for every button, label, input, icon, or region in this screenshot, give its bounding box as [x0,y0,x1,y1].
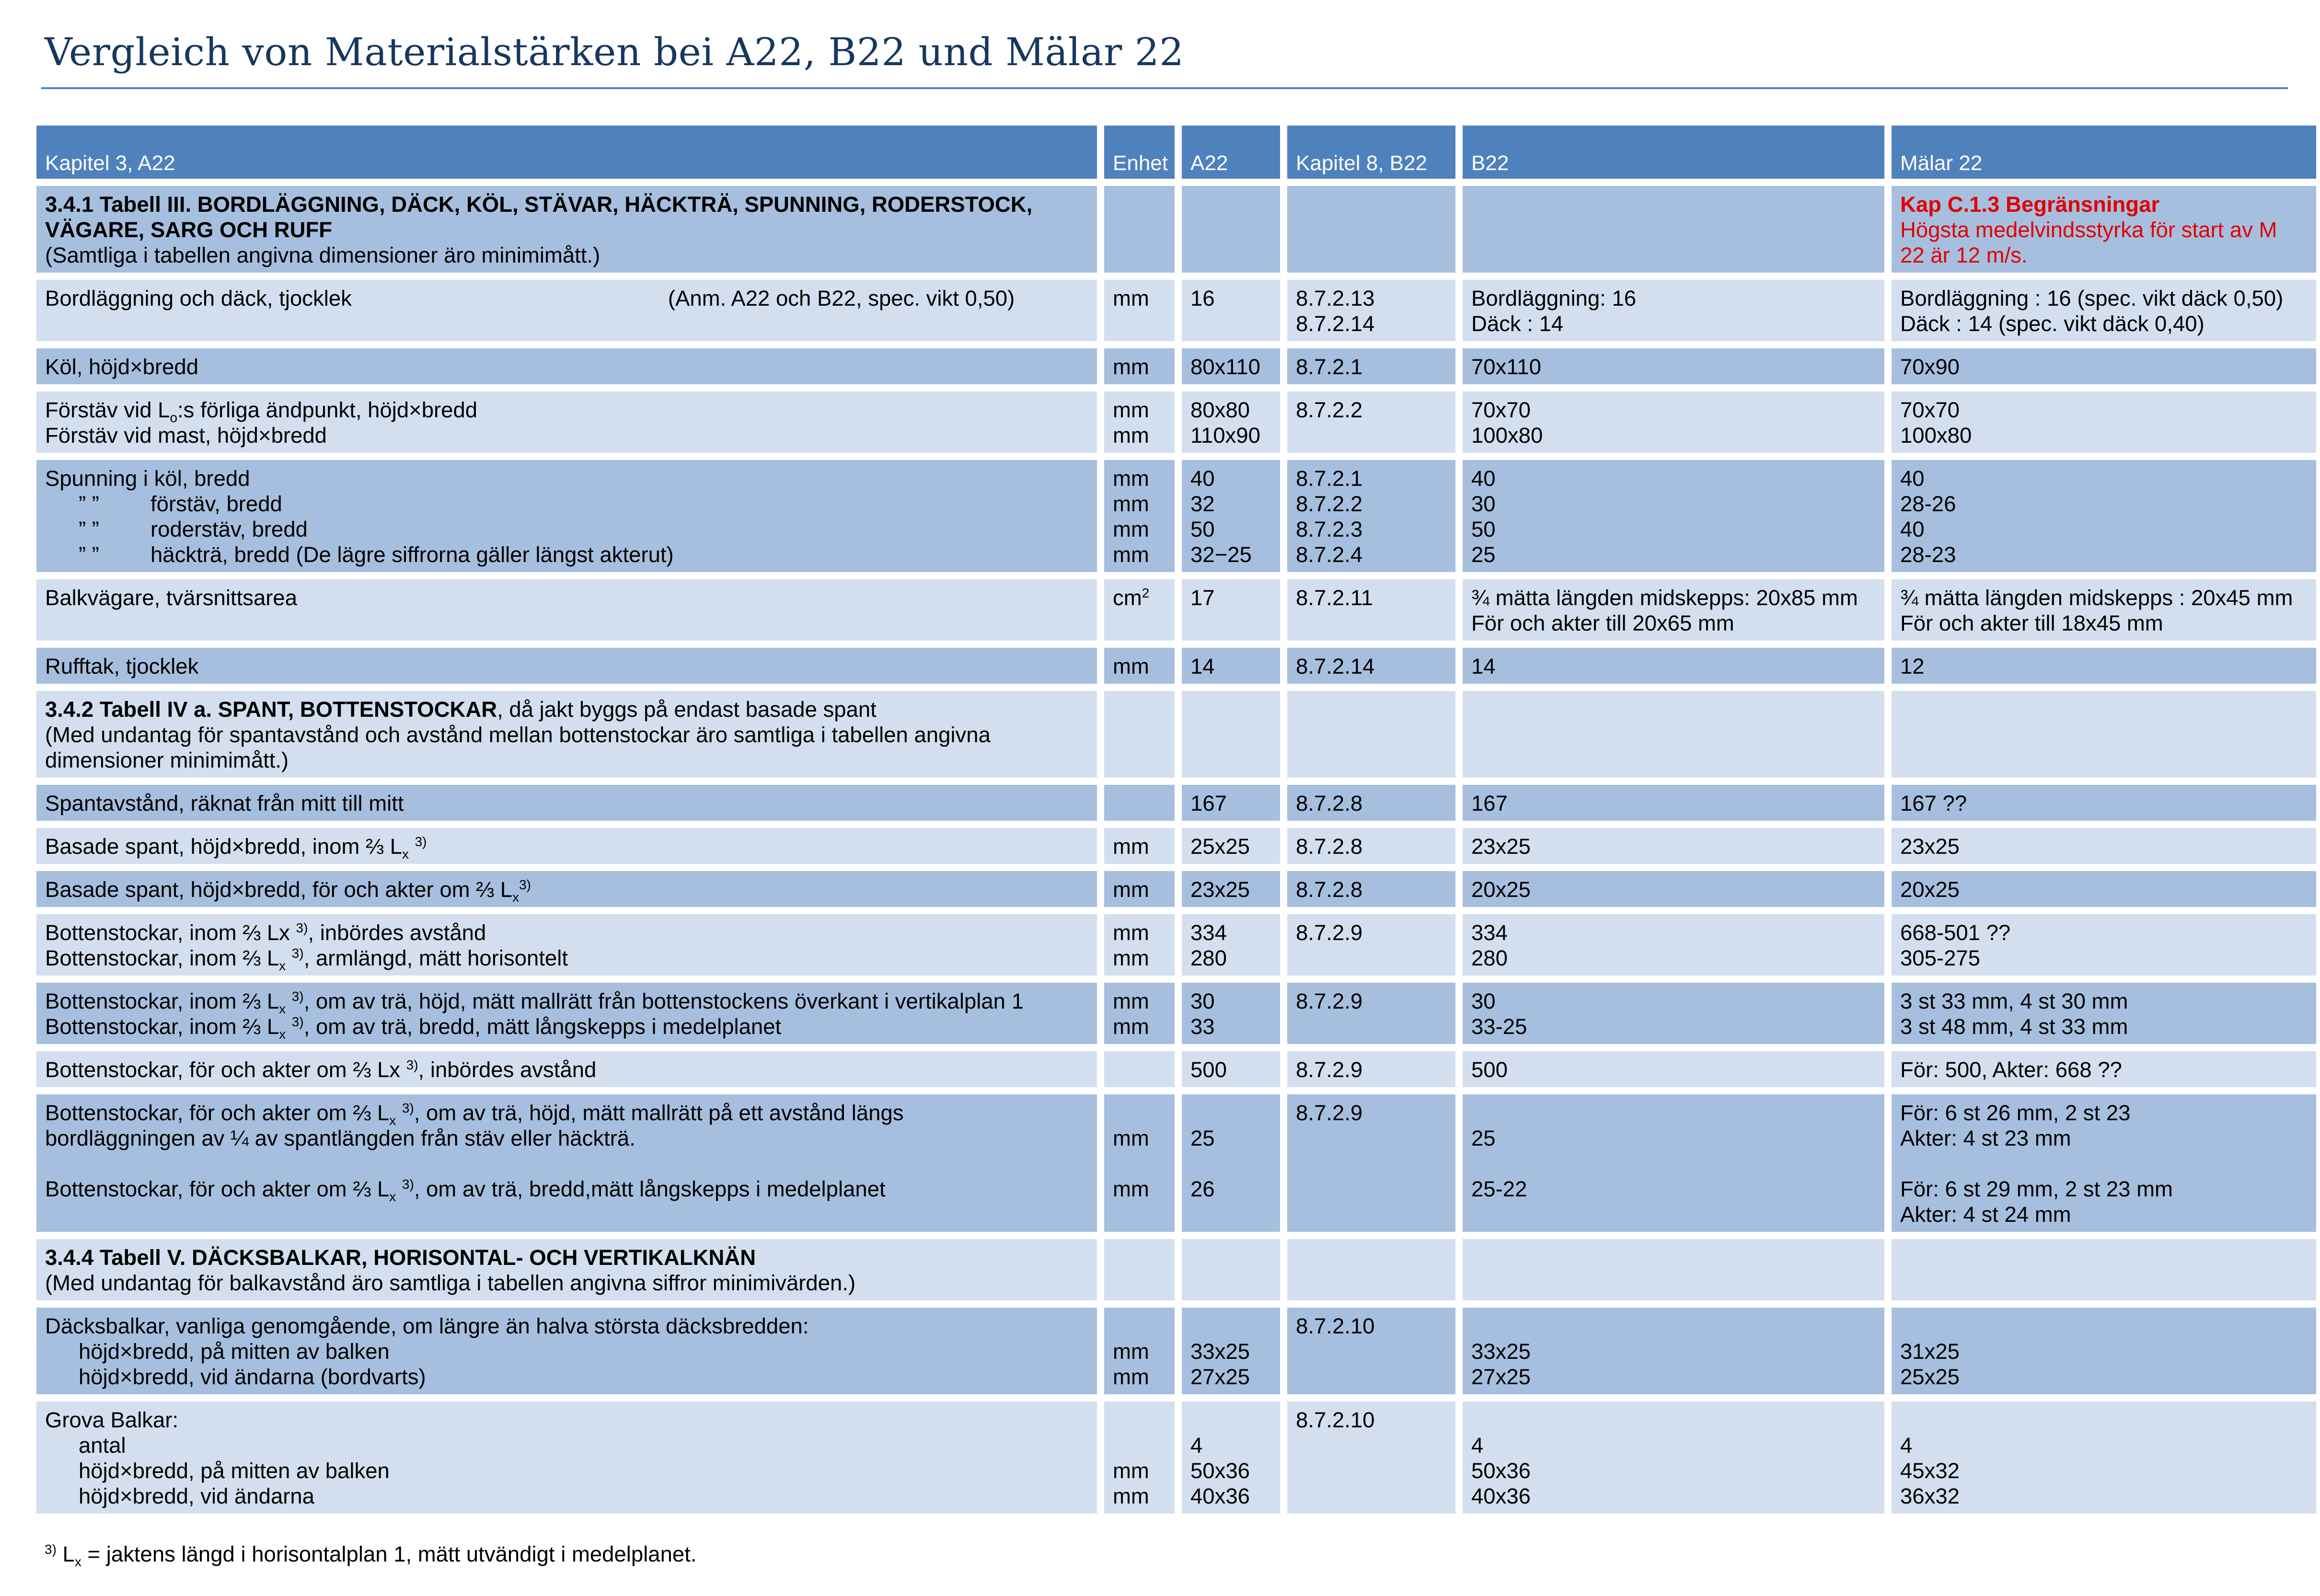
b22-value: 30 [1471,989,1496,1013]
section-note: (Med undantag för spantavstånd och avstånd mellan bottenstockar äro samtliga i tabellen angivna [45,723,991,747]
a22-cell: 167 [1182,785,1280,821]
table-row [36,785,2316,821]
b22-value: 70x110 [1463,348,1884,384]
malar-value: 31x25 [1900,1339,1960,1364]
b22-value: 25 [1471,542,1496,567]
malar-value: Däck : 14 (spec. vikt däck 0,40) [1900,311,2205,336]
unit-cell: mm [1113,920,1149,945]
title-divider [41,87,2288,89]
row-label: Däcksbalkar, vanliga genomgående, om längre än halva största däcksbredden: [45,1314,809,1338]
table-row [36,983,2316,1044]
malar-value: 70x90 [1892,348,2316,384]
row-label: Spantavstånd, räknat från mitt till mitt [36,785,1097,821]
page-title: Vergleich von Materialstärken bei A22, B22 und Mälar 22 [45,30,1184,74]
malar-value: Akter: 4 st 24 mm [1900,1202,2071,1227]
row-label: Bottenstockar, inom ⅔ $L_x$ $^{3)}$, om av trä, bredd, mätt långskepps i medelplanet [45,1014,782,1042]
unit-cell: mm [1113,542,1149,567]
malar-value: 45x32 [1900,1458,1960,1483]
row-label: Basade spant, höjd×bredd, inom ⅔ $L_x$ $^{3)}$ [36,828,1097,864]
row-label: ” ” häckträ, bredd (De lägre siffrorna gäller längst akterut) [79,542,674,567]
b22-value: 23x25 [1463,828,1884,864]
section-title: 3.4.2 Tabell IV a. SPANT, BOTTENSTOCKAR, då jakt byggs på endast basade spant [45,697,877,722]
kapitel-ref: 8.7.2.3 [1296,517,1363,541]
kapitel-ref: 8.7.2.1 [1287,348,1455,384]
a22-cell: 32−25 [1190,542,1252,567]
malar-value: För och akter till 18x45 mm [1900,611,2163,635]
row-label: höjd×bredd, på mitten av balken [79,1458,390,1483]
unit-cell: mm [1113,1126,1149,1150]
a22-cell: 33 [1190,1014,1215,1039]
malar-value: 12 [1892,648,2316,684]
b22-value: 27x25 [1471,1365,1531,1389]
section-note: (Samtliga i tabellen angivna dimensioner äro minimimått.) [45,243,600,267]
kapitel-ref: 8.7.2.10 [1287,1401,1455,1514]
row-label: Förstäv vid $L_o:s$ förliga ändpunkt, höjd×bredd [45,398,478,425]
a22-cell: 27x25 [1190,1365,1250,1389]
kapitel-ref: 8.7.2.2 [1296,492,1363,516]
section-heading-row [36,186,2316,273]
row-label: Köl, höjd×bredd [36,348,1097,384]
malar-value: För: 6 st 26 mm, 2 st 23 [1900,1101,2131,1125]
kapitel-ref: 8.7.2.9 [1287,983,1455,1044]
unit-cell: mm [1113,1365,1149,1389]
row-label: Bottenstockar, för och akter om ⅔ $L_x$ $^{3)}$, om av trä, höjd, mätt mallrätt på ett avstånd längs [45,1100,904,1128]
b22-value: 50x36 [1471,1458,1531,1483]
kapitel-ref: 8.7.2.14 [1287,648,1455,684]
malar-value: 3 st 48 mm, 4 st 33 mm [1900,1014,2128,1039]
b22-value: 25 [1471,1126,1496,1150]
unit-cell: $cm^2$ [1104,579,1175,641]
b22-value: 14 [1463,648,1884,684]
a22-cell: 50x36 [1190,1458,1250,1483]
malar-value: 305-275 [1900,946,1980,970]
malar-limit-text-cont: 22 är 12 m/s. [1900,243,2028,267]
b22-value: 100x80 [1471,423,1543,448]
a22-cell: 17 [1182,579,1280,641]
b22-value: För och akter till 20x65 mm [1471,611,1734,635]
section-title: 3.4.1 Tabell III. BORDLÄGGNING, DÄCK, KÖL, STÄVAR, HÄCKTRÄ, SPUNNING, RODERSTOCK, [45,192,1033,217]
malar-value: ¾ mätta längden midskepps : 20x45 mm [1900,586,2293,610]
table-row [36,1094,2316,1232]
b22-value: 30 [1471,492,1496,516]
kapitel-ref: 8.7.2.8 [1287,828,1455,864]
row-label: höjd×bredd, vid ändarna [79,1484,315,1508]
b22-value: 70x70 [1471,398,1531,422]
malar-value: 3 st 33 mm, 4 st 30 mm [1900,989,2128,1013]
unit-cell: mm [1113,1458,1149,1483]
a22-cell: 40x36 [1190,1484,1250,1508]
row-label: Grova Balkar: [45,1408,179,1432]
table-row [36,828,2316,864]
row-label: Bottenstockar, för och akter om ⅔ Lx $^{3)}$, inbördes avstånd [36,1051,1097,1087]
malar-value: 36x32 [1900,1484,1960,1508]
b22-value: 334 [1471,920,1508,945]
unit-cell: mm [1104,348,1175,384]
unit-cell: mm [1104,871,1175,907]
b22-value: 40x36 [1471,1484,1531,1508]
malar-value: 167 ?? [1892,785,2316,821]
a22-cell: 80x110 [1182,348,1280,384]
table-row [36,914,2316,976]
b22-value: 25-22 [1471,1177,1527,1201]
unit-cell: mm [1113,492,1149,516]
b22-value: 280 [1471,946,1508,970]
b22-value: 4 [1471,1433,1484,1458]
b22-value: 50 [1471,517,1496,541]
row-label: Spunning i köl, bredd [45,466,250,491]
table-row [36,460,2316,572]
malar-value: 28-26 [1900,492,1956,516]
row-note: (Anm. A22 och B22, spec. vikt 0,50) [668,286,1015,310]
b22-value: 33x25 [1471,1339,1531,1364]
unit-cell: mm [1113,1339,1149,1364]
malar-limit-heading: Kap C.1.3 Begränsningar [1900,192,2160,217]
kapitel-ref: 8.7.2.8 [1287,871,1455,907]
malar-limit-text: Högsta medelvindsstyrka för start av M [1900,218,2277,242]
header-b22: B22 [1463,126,1884,179]
row-label: höjd×bredd, på mitten av balken [79,1339,390,1364]
malar-value: 40 [1900,517,1925,541]
unit-cell: mm [1113,1014,1149,1039]
kapitel-ref: 8.7.2.11 [1287,579,1455,641]
unit-cell: mm [1113,466,1149,491]
section-note-cont: dimensioner minimimått.) [45,748,289,772]
a22-cell: 334 [1190,920,1227,945]
section-heading-row [36,1239,2316,1300]
a22-cell: 4 [1190,1433,1203,1458]
a22-cell: 110x90 [1190,423,1260,448]
b22-value: Däck : 14 [1471,311,1564,336]
unit-cell: mm [1113,517,1149,541]
unit-cell: mm [1113,946,1149,970]
kapitel-ref: 8.7.2.14 [1296,311,1375,336]
malar-value: För: 6 st 29 mm, 2 st 23 mm [1900,1177,2173,1201]
header-a22: A22 [1182,126,1280,179]
a22-cell: 16 [1182,280,1280,341]
header-kapitel3: Kapitel 3, A22 [36,126,1097,179]
row-label: antal [79,1433,126,1458]
malar-value: 20x25 [1892,871,2316,907]
b22-value: Bordläggning: 16 [1471,286,1637,310]
kapitel-ref: 8.7.2.9 [1287,1051,1455,1087]
a22-cell: 14 [1182,648,1280,684]
unit-cell: mm [1113,1177,1149,1201]
table-row [36,579,2316,641]
a22-cell: 33x25 [1190,1339,1250,1364]
row-label: Bottenstockar, inom ⅔ Lx $^{3)}$, inbördes avstånd [45,920,486,945]
malar-value: 28-23 [1900,542,1956,567]
a22-cell: 50 [1190,517,1215,541]
header-malar22: Mälar 22 [1892,126,2316,179]
unit-cell: mm [1113,989,1149,1013]
malar-value: 23x25 [1892,828,2316,864]
b22-value: 40 [1471,466,1496,491]
unit-cell: mm [1104,280,1175,341]
row-label: Förstäv vid mast, höjd×bredd [45,423,327,448]
b22-value: 20x25 [1463,871,1884,907]
row-label: höjd×bredd, vid ändarna (bordvarts) [79,1365,426,1389]
b22-value: 33-25 [1471,1014,1527,1039]
malar-value: 100x80 [1900,423,1972,448]
a22-cell: 280 [1190,946,1227,970]
unit-cell: mm [1113,1484,1149,1508]
a22-cell: 32 [1190,492,1215,516]
row-label: Bordläggning och däck, tjocklek [45,286,352,310]
b22-value: 500 [1463,1051,1884,1087]
kapitel-ref: 8.7.2.9 [1287,1094,1455,1232]
row-label: Balkvägare, tvärsnittsarea [36,579,1097,641]
a22-cell: 23x25 [1182,871,1280,907]
table-row [36,1401,2316,1514]
kapitel-ref: 8.7.2.4 [1296,542,1363,567]
unit-cell: mm [1113,398,1149,422]
header-kapitel8: Kapitel 8, B22 [1287,126,1455,179]
footnote: $^{3)}$ $L_x$ = jaktens längd i horisontalplan 1, mätt utvändigt i medelplanet. [45,1541,697,1570]
kapitel-ref: 8.7.2.9 [1287,914,1455,976]
section-heading-row [36,691,2316,778]
kapitel-ref: 8.7.2.1 [1296,466,1363,491]
a22-cell: 25x25 [1182,828,1280,864]
unit-cell: mm [1104,828,1175,864]
header-enhet: Enhet [1104,126,1175,179]
malar-value: 668-501 ?? [1900,920,2011,945]
section-title-cont: VÄGARE, SARG OCH RUFF [45,218,333,242]
malar-value: 4 [1900,1433,1913,1458]
row-label: Rufftak, tjocklek [36,648,1097,684]
row-label: Bottenstockar, inom ⅔ $L_x$ $^{3)}$, armlängd, mätt horisontelt [45,945,568,974]
unit-cell: mm [1104,648,1175,684]
a22-cell: 500 [1182,1051,1280,1087]
malar-value: Akter: 4 st 23 mm [1900,1126,2071,1150]
b22-value: ¾ mätta längden midskepps: 20x85 mm [1471,586,1858,610]
kapitel-ref: 8.7.2.10 [1287,1308,1455,1394]
a22-cell: 30 [1190,989,1215,1013]
section-title: 3.4.4 Tabell V. DÄCKSBALKAR, HORISONTAL- OCH VERTIKALKNÄN [45,1245,756,1270]
row-label: Basade spant, höjd×bredd, för och akter om ⅔ $L_x^{3)}$ [36,871,1097,907]
section-note: (Med undantag för balkavstånd äro samtliga i tabellen angivna siffror minimivärden.) [45,1271,856,1295]
table-row [36,871,2316,907]
row-label: ” ” roderstäv, bredd [79,517,308,541]
malar-value: Bordläggning : 16 (spec. vikt däck 0,50) [1900,286,2284,310]
comparison-table [29,118,2320,1521]
row-label: Bottenstockar, för och akter om ⅔ $L_x$ $^{3)}$, om av trä, bredd,mätt långskepps i medelplanet [45,1176,886,1205]
table-row [36,1051,2316,1087]
a22-cell: 80x80 [1190,398,1250,422]
unit-cell: mm [1113,423,1149,448]
table-row [36,391,2316,453]
row-label: Bottenstockar, inom ⅔ $L_x$ $^{3)}$, om av trä, höjd, mätt mallrätt från bottenstockens överkant i vertikalplan 1 [45,988,1024,1017]
table-row [36,280,2316,341]
kapitel-ref: 8.7.2.2 [1287,391,1455,453]
kapitel-ref: 8.7.2.13 [1296,286,1375,310]
kapitel-ref: 8.7.2.8 [1287,785,1455,821]
malar-value: 70x70 [1900,398,1960,422]
malar-value: 40 [1900,466,1925,491]
table-header-row [36,126,2316,179]
table-row [36,348,2316,384]
a22-cell: 26 [1190,1177,1215,1201]
table-row [36,1308,2316,1394]
table-row [36,648,2316,684]
row-label: bordläggningen av ¼ av spantlängden från stäv eller häckträ. [45,1126,635,1150]
row-label: ” ” förstäv, bredd [79,492,282,516]
malar-value: 25x25 [1900,1365,1960,1389]
malar-value: För: 500, Akter: 668 ?? [1892,1051,2316,1087]
a22-cell: 40 [1190,466,1215,491]
a22-cell: 25 [1190,1126,1215,1150]
b22-value: 167 [1463,785,1884,821]
